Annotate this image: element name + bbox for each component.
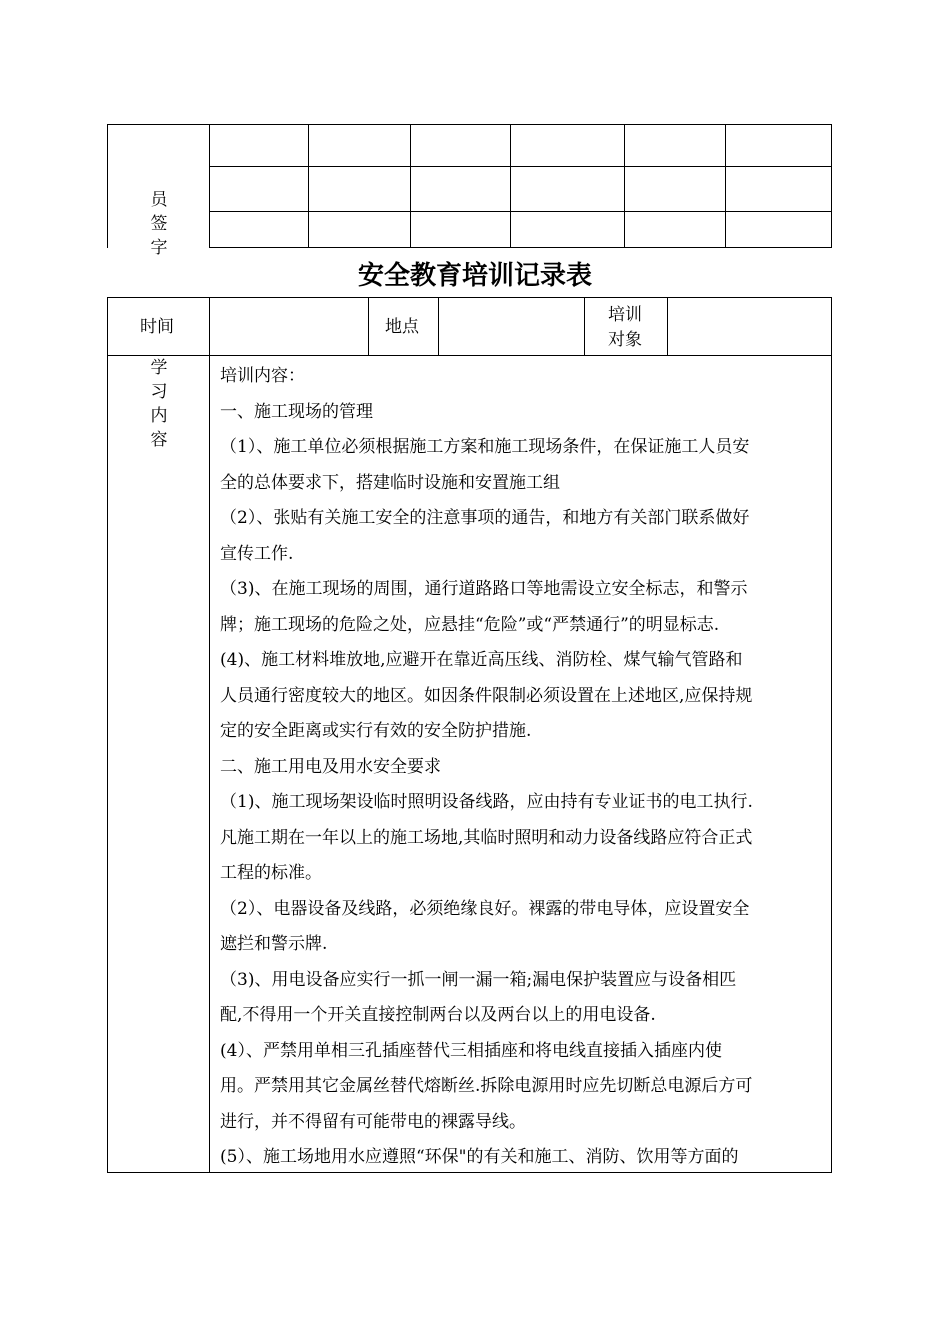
- content-line: （1)、施工现场架设临时照明设备线路，应由持有专业证书的电工执行.: [220, 792, 753, 812]
- content-label-char: 容: [150, 430, 168, 450]
- table-border: [831, 297, 832, 1173]
- table-border: [438, 297, 439, 355]
- content-line: (4)、施工材料堆放地,应避开在靠近高压线、消防栓、煤气输气管路和: [220, 650, 743, 670]
- table-border: [624, 124, 625, 248]
- table-border: [209, 297, 210, 1173]
- training-target-value[interactable]: [673, 317, 823, 337]
- table-border: [308, 124, 309, 248]
- content-line: 牌；施工现场的危险之处，应悬挂“危险”或“严禁通行”的明显标志.: [220, 614, 720, 635]
- content-label-char: 习: [150, 382, 168, 402]
- content-line: 凡施工期在一年以上的施工场地,其临时照明和动力设备线路应符合正式: [220, 827, 753, 848]
- table-border: [725, 124, 726, 248]
- content-line: 人员通行密度较大的地区。如因条件限制必须设置在上述地区,应保持规: [220, 685, 753, 706]
- training-target-label-line1: 培训: [608, 305, 642, 325]
- content-line: 培训内容：: [220, 366, 305, 386]
- time-label: 时间: [140, 317, 174, 337]
- content-line: 进行，并不得留有可能带电的裸露导线。: [220, 1111, 526, 1132]
- content-line: (4）、严禁用单相三孔插座替代三相插座和将电线直接插入插座内使: [220, 1040, 722, 1061]
- time-value[interactable]: [215, 317, 365, 337]
- training-content: [220, 359, 830, 1176]
- table-border: [209, 124, 210, 248]
- content-line: 用。严禁用其它金属丝替代熔断丝.拆除电源用时应先切断总电源后方可: [220, 1076, 753, 1096]
- signature-label-char: 员: [150, 190, 168, 210]
- content-line: 工程的标准。: [220, 863, 322, 883]
- content-line: (5）、施工场地用水应遵照“环保"的有关和施工、消防、饮用等方面的: [220, 1147, 739, 1167]
- content-line: （2）、电器设备及线路，必须绝缘良好。裸露的带电导体，应设置安全: [220, 898, 750, 919]
- content-line: 二、施工用电及用水安全要求: [220, 756, 441, 777]
- page-title: 安全教育培训记录表: [357, 261, 592, 291]
- training-target-label-line2: 对象: [608, 330, 642, 350]
- content-line: 遮拦和警示牌.: [220, 934, 328, 954]
- table-border: [667, 297, 668, 355]
- table-border: [107, 124, 832, 125]
- content-line: 配,不得用一个开关直接控制两台以及两台以上的用电设备.: [220, 1005, 656, 1025]
- content-line: 定的安全距离或实行有效的安全防护措施.: [220, 721, 532, 741]
- content-line: 宣传工作.: [220, 543, 294, 564]
- content-line: （1）、施工单位必须根据施工方案和施工现场条件，在保证施工人员安: [220, 437, 750, 457]
- signature-label-char: 字: [150, 238, 168, 258]
- content-line: （3)、用电设备应实行一抓一闸一漏一箱;漏电保护装置应与设备相匹: [220, 969, 737, 990]
- signature-label-char: 签: [150, 214, 168, 234]
- table-border: [209, 247, 832, 248]
- content-line: 一、施工现场的管理: [220, 401, 373, 422]
- table-border: [584, 297, 585, 355]
- content-line: （3)、在施工现场的周围，通行道路路口等地需设立安全标志，和警示: [220, 579, 748, 599]
- table-border: [410, 124, 411, 248]
- table-border: [209, 166, 832, 167]
- content-line: （2）、张贴有关施工安全的注意事项的通告，和地方有关部门联系做好: [220, 508, 750, 528]
- table-border: [368, 297, 369, 355]
- table-border: [209, 211, 832, 212]
- table-border: [107, 355, 832, 356]
- table-border: [107, 297, 832, 298]
- table-border: [107, 297, 108, 1173]
- table-border: [510, 124, 511, 248]
- content-line: 全的总体要求下，搭建临时设施和安置施工组: [220, 472, 560, 493]
- content-label: [147, 356, 171, 452]
- table-border: [107, 124, 108, 248]
- place-label: 地点: [385, 317, 419, 337]
- signature-label: [147, 188, 171, 260]
- content-label-char: 内: [150, 406, 168, 426]
- content-label-char: 学: [150, 358, 168, 378]
- table-border: [831, 124, 832, 248]
- place-value[interactable]: [444, 317, 579, 337]
